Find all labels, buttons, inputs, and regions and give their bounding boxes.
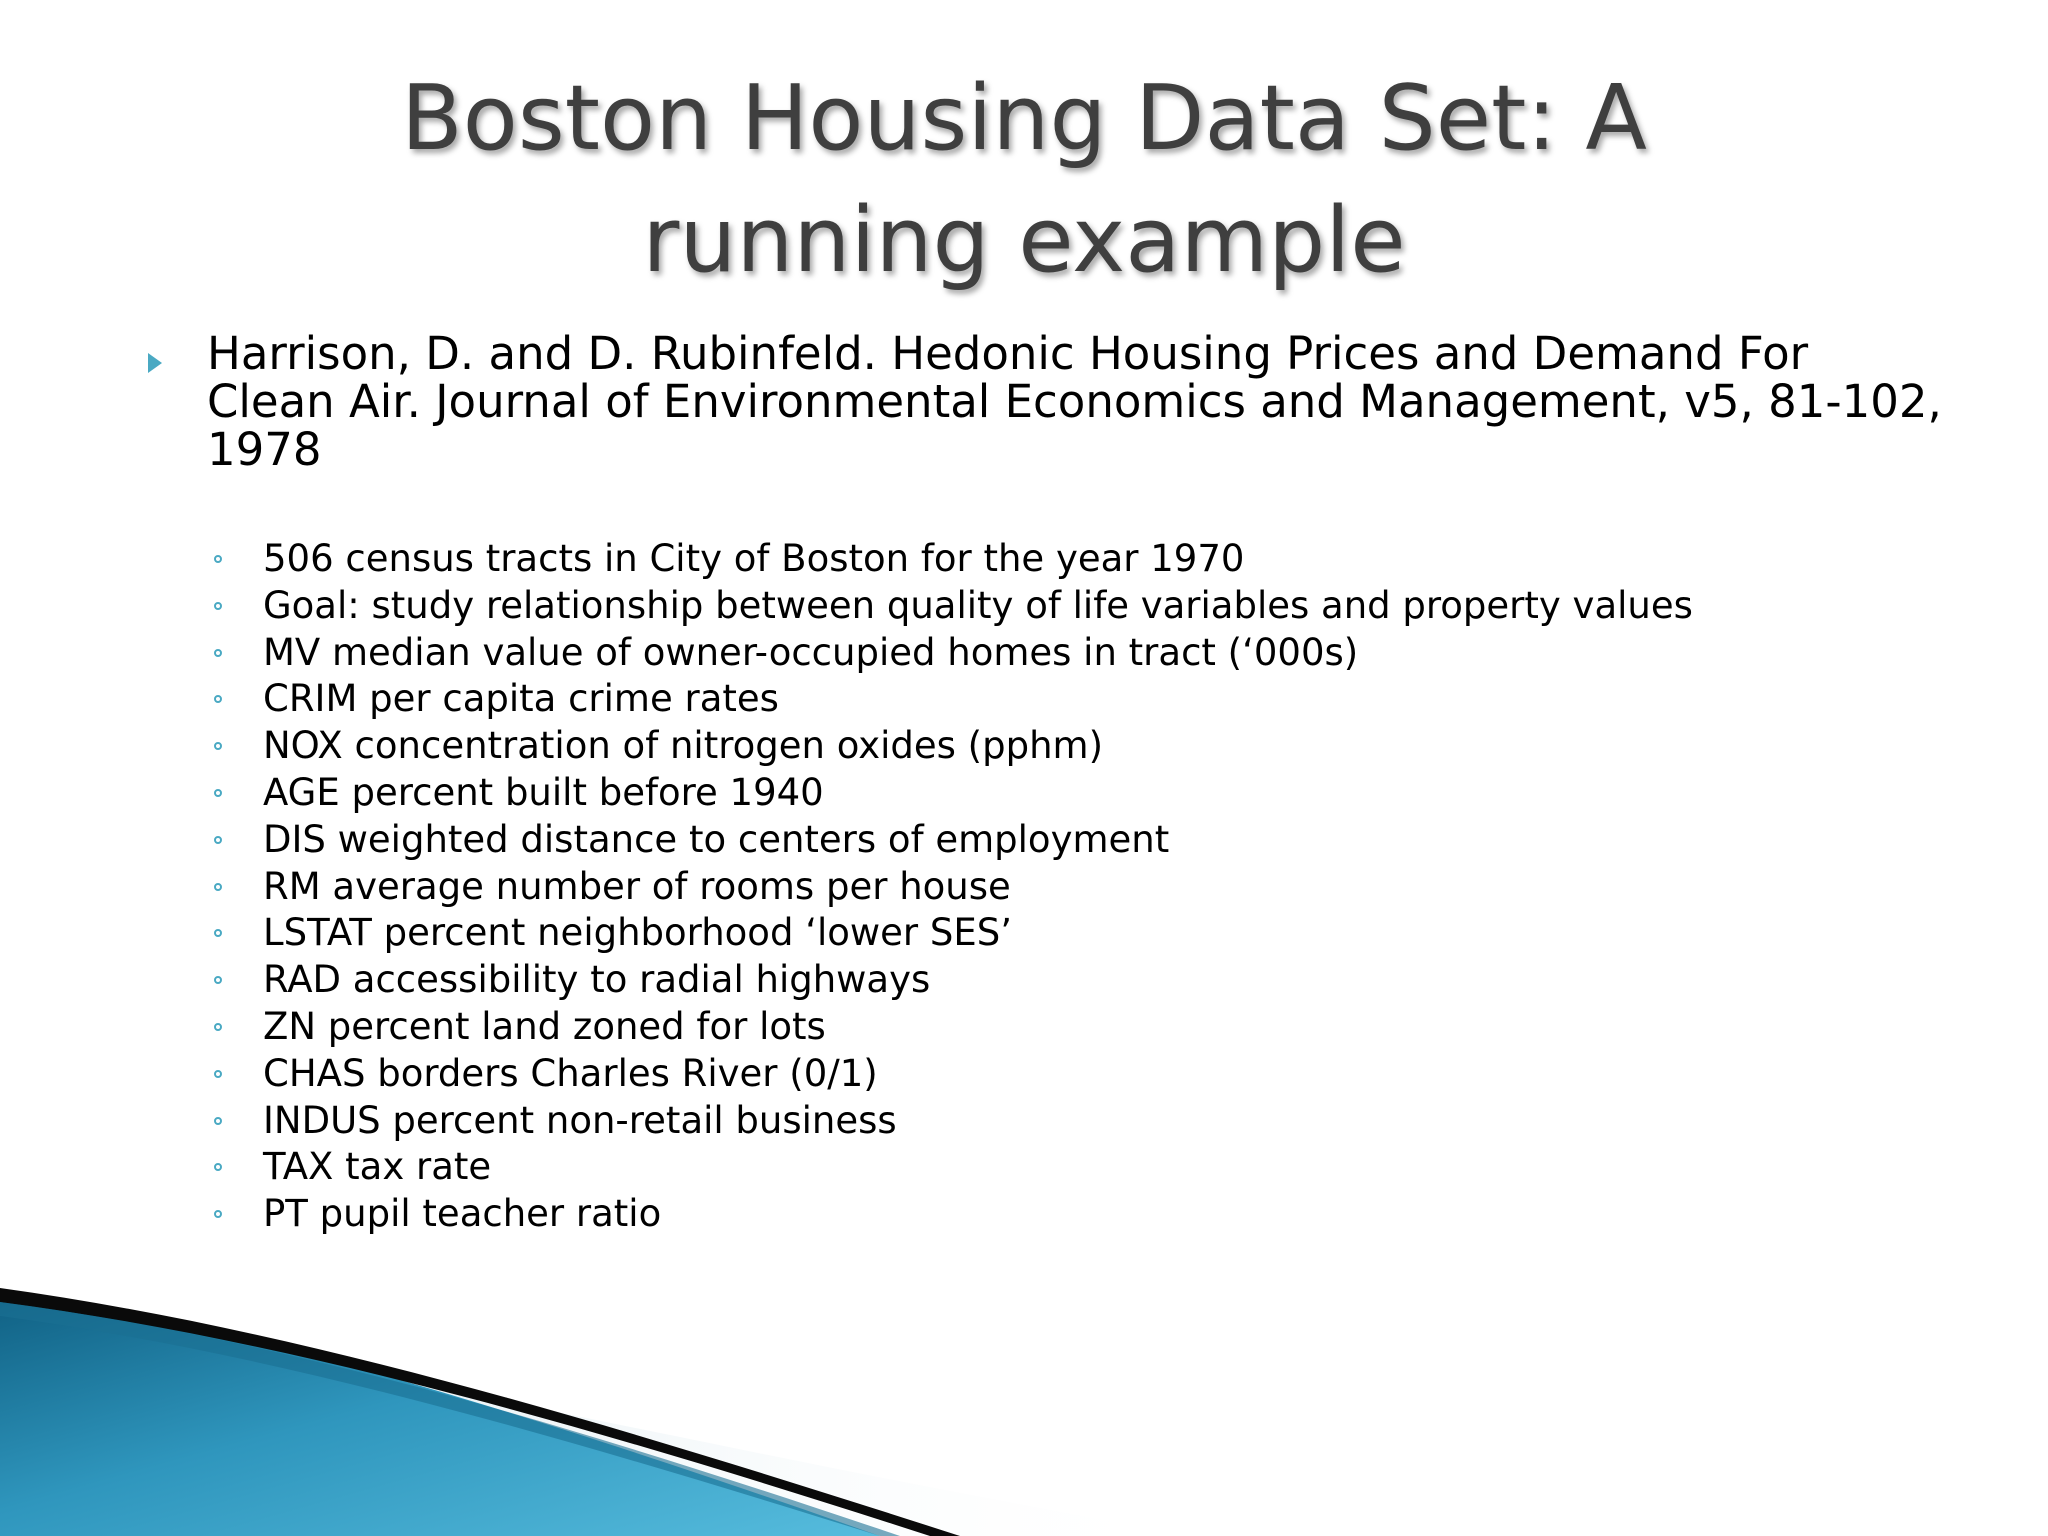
triangle-bullet-icon xyxy=(146,352,164,374)
circle-bullet-icon xyxy=(214,1070,222,1078)
slide-title xyxy=(0,58,2048,302)
title-line-2: running example xyxy=(642,188,1406,293)
list-item-text: ZN percent land zoned for lots xyxy=(263,1004,826,1048)
circle-bullet-icon xyxy=(214,555,222,563)
list-item-text: Goal: study relationship between quality of life variables and property values xyxy=(263,583,1693,627)
list-item-text: MV median value of owner-occupied homes in tract (‘000s) xyxy=(263,630,1359,674)
citation-text: Harrison, D. and D. Rubinfeld. Hedonic Housing Prices and Demand For Clean Air. Journal of Environmental Economics and Management, v5, 81-102, 1978 xyxy=(207,327,1942,476)
circle-bullet-icon xyxy=(214,836,222,844)
title-line-1: Boston Housing Data Set: A xyxy=(401,66,1647,171)
list-item-text: LSTAT percent neighborhood ‘lower SES’ xyxy=(263,911,1012,955)
wave-decoration xyxy=(0,1250,2048,1536)
list-item-text: CRIM per capita crime rates xyxy=(263,677,779,721)
list-item-text: RAD accessibility to radial highways xyxy=(263,958,931,1002)
circle-bullet-icon xyxy=(214,649,222,657)
list-item-text: 506 census tracts in City of Boston for the year 1970 xyxy=(263,537,1245,580)
circle-bullet-icon xyxy=(214,1023,222,1031)
circle-bullet-icon xyxy=(214,976,222,984)
list-item-text: RM average number of rooms per house xyxy=(263,864,1011,908)
circle-bullet-icon xyxy=(214,883,222,891)
circle-bullet-icon xyxy=(214,789,222,797)
circle-bullet-icon xyxy=(214,602,222,610)
list-item-text: DIS weighted distance to centers of employment xyxy=(263,817,1170,861)
circle-bullet-icon xyxy=(214,695,222,703)
list-item-text: CHAS borders Charles River (0/1) xyxy=(263,1051,878,1095)
list-item-text: NOX concentration of nitrogen oxides (pphm) xyxy=(263,724,1104,768)
list-item-text: TAX tax rate xyxy=(263,1145,492,1189)
circle-bullet-icon xyxy=(214,929,222,937)
circle-bullet-icon xyxy=(214,1117,222,1125)
list-item-text: PT pupil teacher ratio xyxy=(263,1192,662,1236)
circle-bullet-icon xyxy=(214,1210,222,1218)
circle-bullet-icon xyxy=(214,742,222,750)
list-item-text: INDUS percent non-retail business xyxy=(263,1098,897,1142)
list-item-text: AGE percent built before 1940 xyxy=(263,770,824,814)
circle-bullet-icon xyxy=(214,1163,222,1171)
